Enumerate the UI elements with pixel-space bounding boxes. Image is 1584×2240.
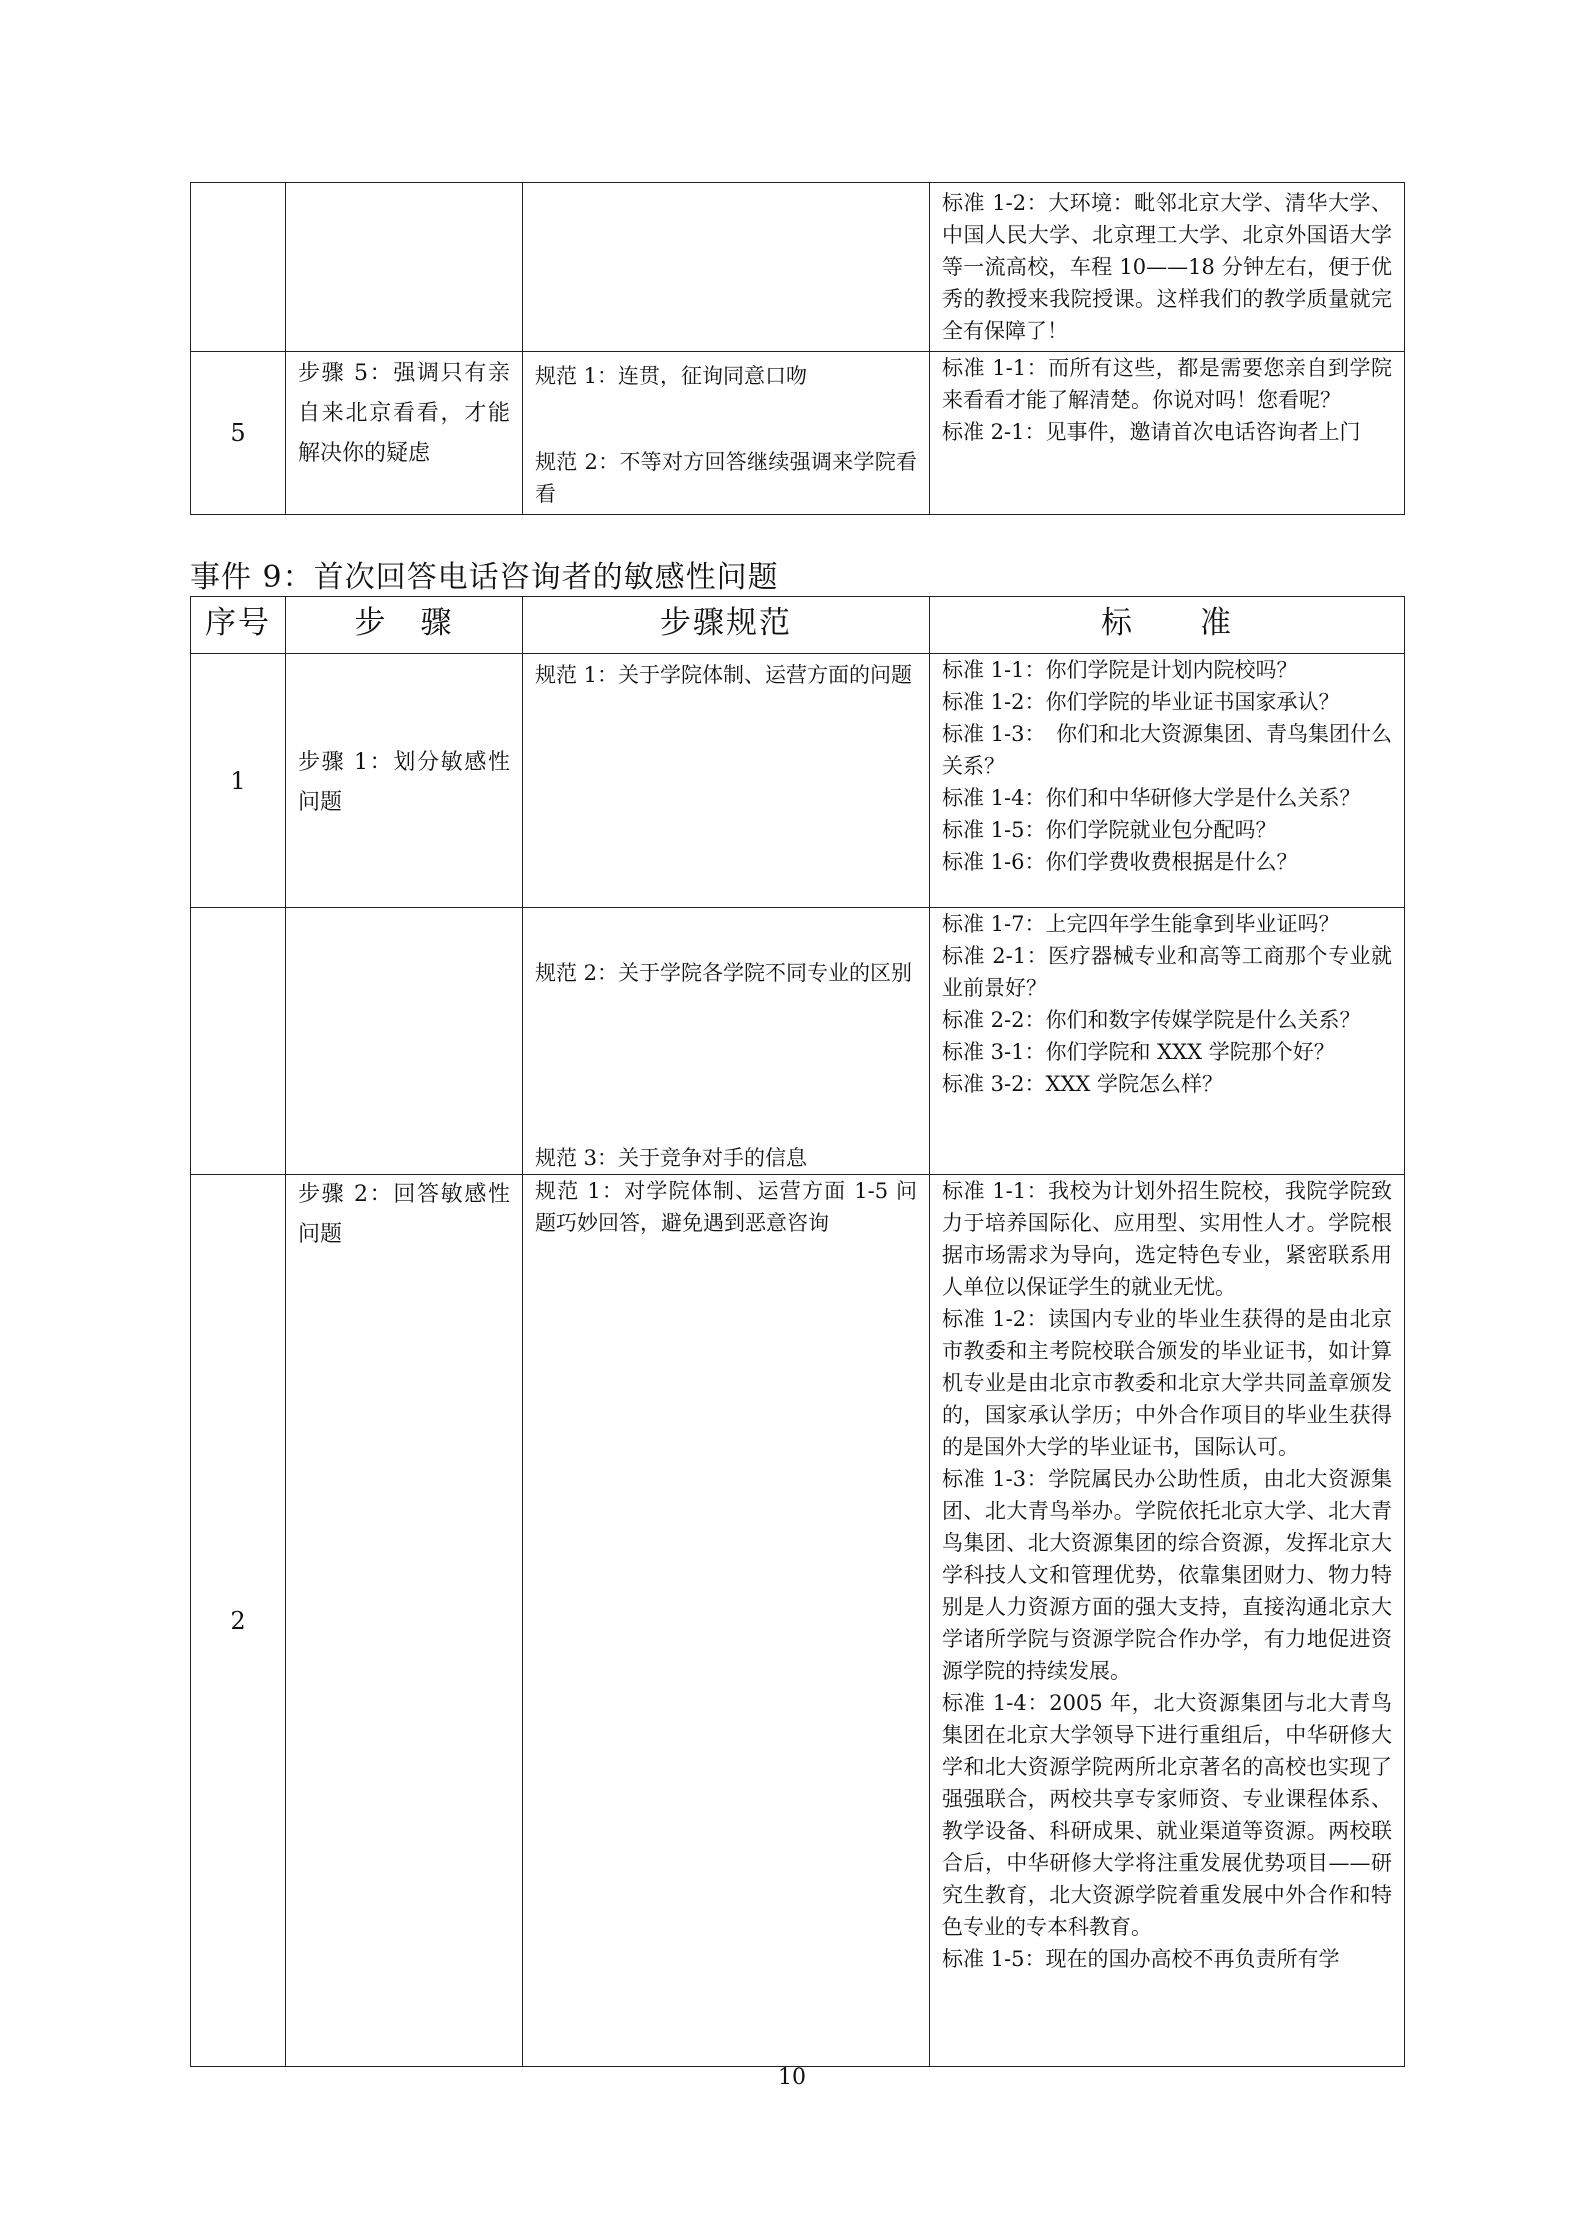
standard-text: 标准 1-5：你们学院就业包分配吗？ xyxy=(942,818,1277,842)
number-cell xyxy=(191,183,286,352)
standard-text: 标准 1-1：我校为计划外招生院校，我院学院致力于培养国际化、应用型、实用性人才。学院根据市场需求为导向，选定特色专业，紧密联系用人单位以保证学生的就业无忧。 xyxy=(942,1179,1392,1299)
standard-text: 标准 1-1：而所有这些，都是需要您亲自到学院来看看才能了解清楚。你说对吗！您看呢？ xyxy=(942,356,1392,412)
step-text: 步骤 5：强调只有亲自来北京看看，才能解决你的疑虑 xyxy=(298,361,510,466)
table-row xyxy=(191,1175,1405,2067)
standard-text: 标准 1-2：你们学院的毕业证书国家承认？ xyxy=(942,690,1340,714)
row-number xyxy=(191,908,286,1175)
table-row xyxy=(191,908,1405,1175)
spec-text: 规范 2：关于学院各学院不同专业的区别 xyxy=(535,961,913,985)
table-row xyxy=(191,183,1405,352)
spec-text: 规范 1：连贯，征询同意口吻 xyxy=(535,364,808,388)
standard-cell xyxy=(930,908,1405,1175)
standard-cell xyxy=(930,352,1405,515)
event-table xyxy=(190,596,1405,2067)
header-spec: 步骤规范 xyxy=(523,597,930,654)
table-row xyxy=(191,352,1405,515)
standard-cell xyxy=(930,1175,1405,2067)
row-number: 1 xyxy=(191,654,286,908)
standard-text: 标准 1-3：学院属民办公助性质，由北大资源集团、北大青鸟举办。学院依托北京大学、北大青鸟集团、北大资源集团的综合资源，发挥北京大学科技人文和管理优势，依靠集团财力、物力特别是人力资源方面的强大支持，直接沟通北京大学诸所学院与资源学院合作办学，有力地促进资源学院的持续发展。 xyxy=(942,1467,1392,1683)
standard-text: 标准 1-3： 你们和北大资源集团、青鸟集团什么关系？ xyxy=(942,722,1392,778)
spec-cell xyxy=(523,908,930,1175)
table-row xyxy=(191,654,1405,908)
table-header-row xyxy=(191,597,1405,654)
standard-text: 标准 1-2：大环境：毗邻北京大学、清华大学、中国人民大学、北京理工大学、北京外国语大学等一流高校，车程 10——18 分钟左右，便于优秀的教授来我院授课。这样我们的教学质量就完全有保障了！ xyxy=(942,191,1392,343)
spec-cell xyxy=(523,1175,930,2067)
continued-table xyxy=(190,182,1405,515)
event-title: 事件 9：首次回答电话咨询者的敏感性问题 xyxy=(190,560,779,595)
standard-text: 标准 3-1：你们学院和 XXX 学院那个好？ xyxy=(942,1040,1335,1064)
spec-text: 规范 1：对学院体制、运营方面 1-5 问题巧妙回答，避免遇到恶意咨询 xyxy=(535,1179,917,1235)
spec-text: 规范 2：不等对方回答继续强调来学院看看 xyxy=(535,450,917,506)
standard-text: 标准 1-6：你们学费收费根据是什么？ xyxy=(942,850,1298,874)
standard-cell xyxy=(930,654,1405,908)
standard-text: 标准 2-1：见事件，邀请首次电话咨询者上门 xyxy=(942,420,1361,444)
row-number: 5 xyxy=(191,352,286,515)
standard-text: 标准 1-7：上完四年学生能拿到毕业证吗？ xyxy=(942,912,1340,936)
spec-cell xyxy=(523,183,930,352)
step-cell xyxy=(286,352,523,515)
step-cell xyxy=(286,1175,523,2067)
spec-text: 规范 1：关于学院体制、运营方面的问题 xyxy=(535,663,913,687)
header-standard: 标 准 xyxy=(930,597,1405,654)
standard-text: 标准 1-5：现在的国办高校不再负责所有学 xyxy=(942,1947,1340,1971)
step-text: 步骤 1：划分敏感性问题 xyxy=(298,749,510,815)
spec-cell xyxy=(523,352,930,515)
spec-cell xyxy=(523,654,930,908)
standard-text: 标准 1-2：读国内专业的毕业生获得的是由北京市教委和主考院校联合颁发的毕业证书，如计算机专业是由北京市教委和北京大学共同盖章颁发的，国家承认学历；中外合作项目的毕业生获得的是国外大学的毕业证书，国际认可。 xyxy=(942,1307,1392,1459)
header-step: 步 骤 xyxy=(286,597,523,654)
standard-text: 标准 1-4：你们和中华研修大学是什么关系？ xyxy=(942,786,1361,810)
step-cell xyxy=(286,908,523,1175)
spec-text: 规范 3：关于竞争对手的信息 xyxy=(535,1146,808,1170)
page-number: 10 xyxy=(778,2065,806,2090)
header-number: 序号 xyxy=(191,597,286,654)
row-number: 2 xyxy=(191,1175,286,2067)
step-cell xyxy=(286,183,523,352)
standard-text: 标准 2-2：你们和数字传媒学院是什么关系？ xyxy=(942,1008,1361,1032)
standard-text: 标准 1-4：2005 年，北大资源集团与北大青鸟集团在北京大学领导下进行重组后，中华研修大学和北大资源学院两所北京著名的高校也实现了强强联合，两校共享专家师资、专业课程体系、教学设备、科研成果、就业渠道等资源。两校联合后，中华研修大学将注重发展优势项目——研究生教育，北大资源学院着重发展中外合作和特色专业的专本科教育。 xyxy=(942,1691,1392,1939)
standard-text: 标准 1-1：你们学院是计划内院校吗？ xyxy=(942,658,1298,682)
step-cell xyxy=(286,654,523,908)
standard-text: 标准 2-1：医疗器械专业和高等工商那个专业就业前景好？ xyxy=(942,944,1392,1000)
standard-cell xyxy=(930,183,1405,352)
step-text: 步骤 2：回答敏感性问题 xyxy=(298,1182,510,1247)
standard-text: 标准 3-2：XXX 学院怎么样？ xyxy=(942,1072,1224,1096)
